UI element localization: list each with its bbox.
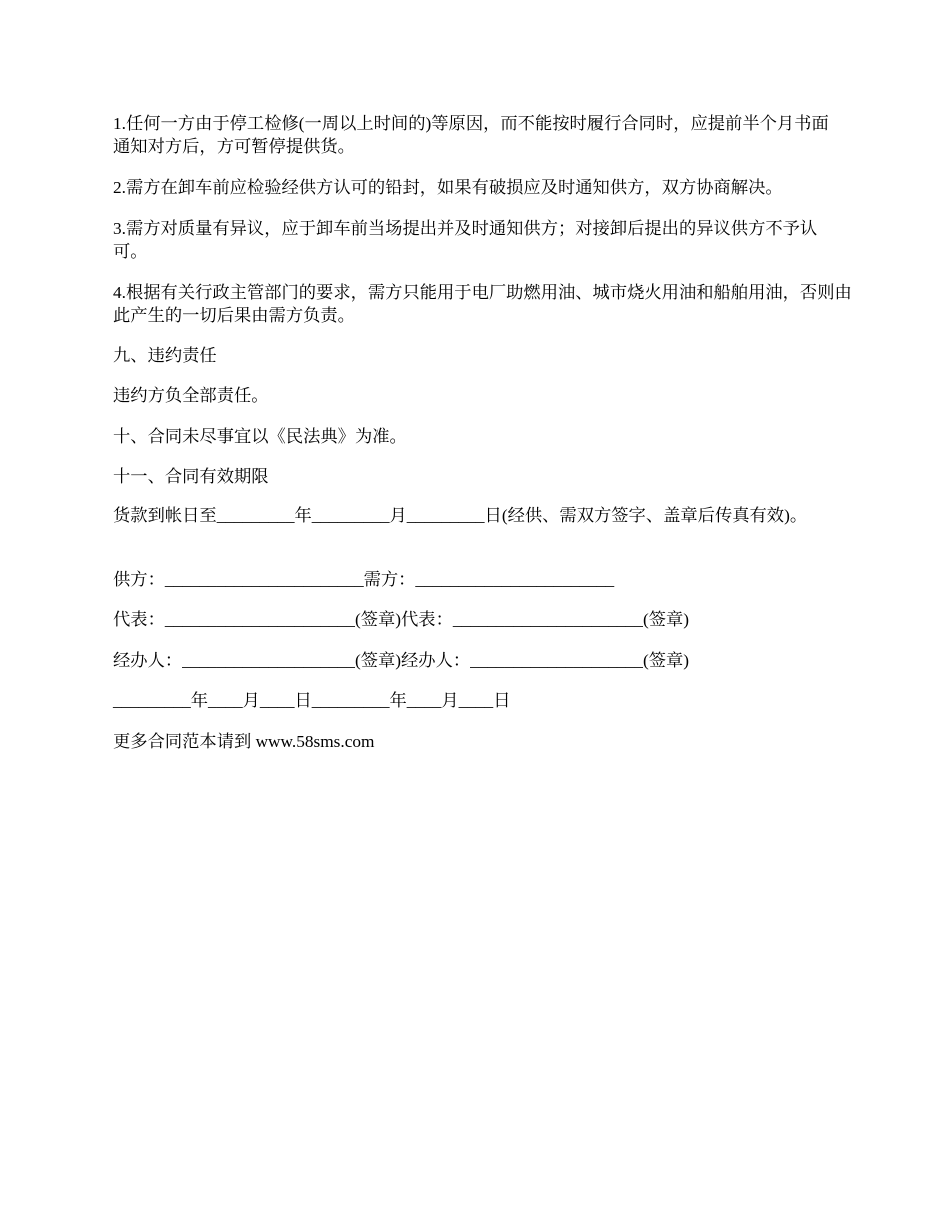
more-templates-footer: 更多合同范本请到 www.58sms.com — [113, 732, 375, 751]
section-10-text: 十、合同未尽事宜以《民法典》为准。 — [113, 427, 407, 446]
clause-1-paragraph: 1.任何一方由于停工检修(一周以上时间的)等原因，而不能按时履行合同时，应提前半个月书面通知对方后，方可暂停提供货。 — [113, 114, 829, 156]
clause-2-paragraph: 2.需方在卸车前应检验经供方认可的铅封，如果有破损应及时通知供方，双方协商解决。 — [113, 178, 783, 197]
section-11-heading: 十一、合同有效期限 — [113, 467, 269, 486]
validity-period-text: 货款到帐日至_________年_________月_________日(经供、需双方签字、盖章后传真有效)。 — [113, 506, 808, 525]
section-9-text: 违约方负全部责任。 — [113, 386, 269, 405]
supplier-buyer-signature-line: 供方：_______________________需方：_______________________ — [113, 570, 615, 589]
section-9-heading: 九、违约责任 — [113, 346, 217, 365]
handler-signature-line: 经办人：____________________(签章)经办人：____________________(签章) — [113, 651, 690, 670]
clause-3-paragraph: 3.需方对质量有异议，应于卸车前当场提出并及时通知供方；对接卸后提出的异议供方不予认可。 — [113, 219, 818, 261]
clause-4-paragraph: 4.根据有关行政主管部门的要求，需方只能用于电厂助燃用油、城市烧火用油和船舶用油，否则由此产生的一切后果由需方负责。 — [113, 283, 852, 325]
representative-signature-line: 代表：______________________(签章)代表：______________________(签章) — [113, 610, 690, 629]
date-line: _________年____月____日_________年____月____日 — [113, 691, 511, 710]
